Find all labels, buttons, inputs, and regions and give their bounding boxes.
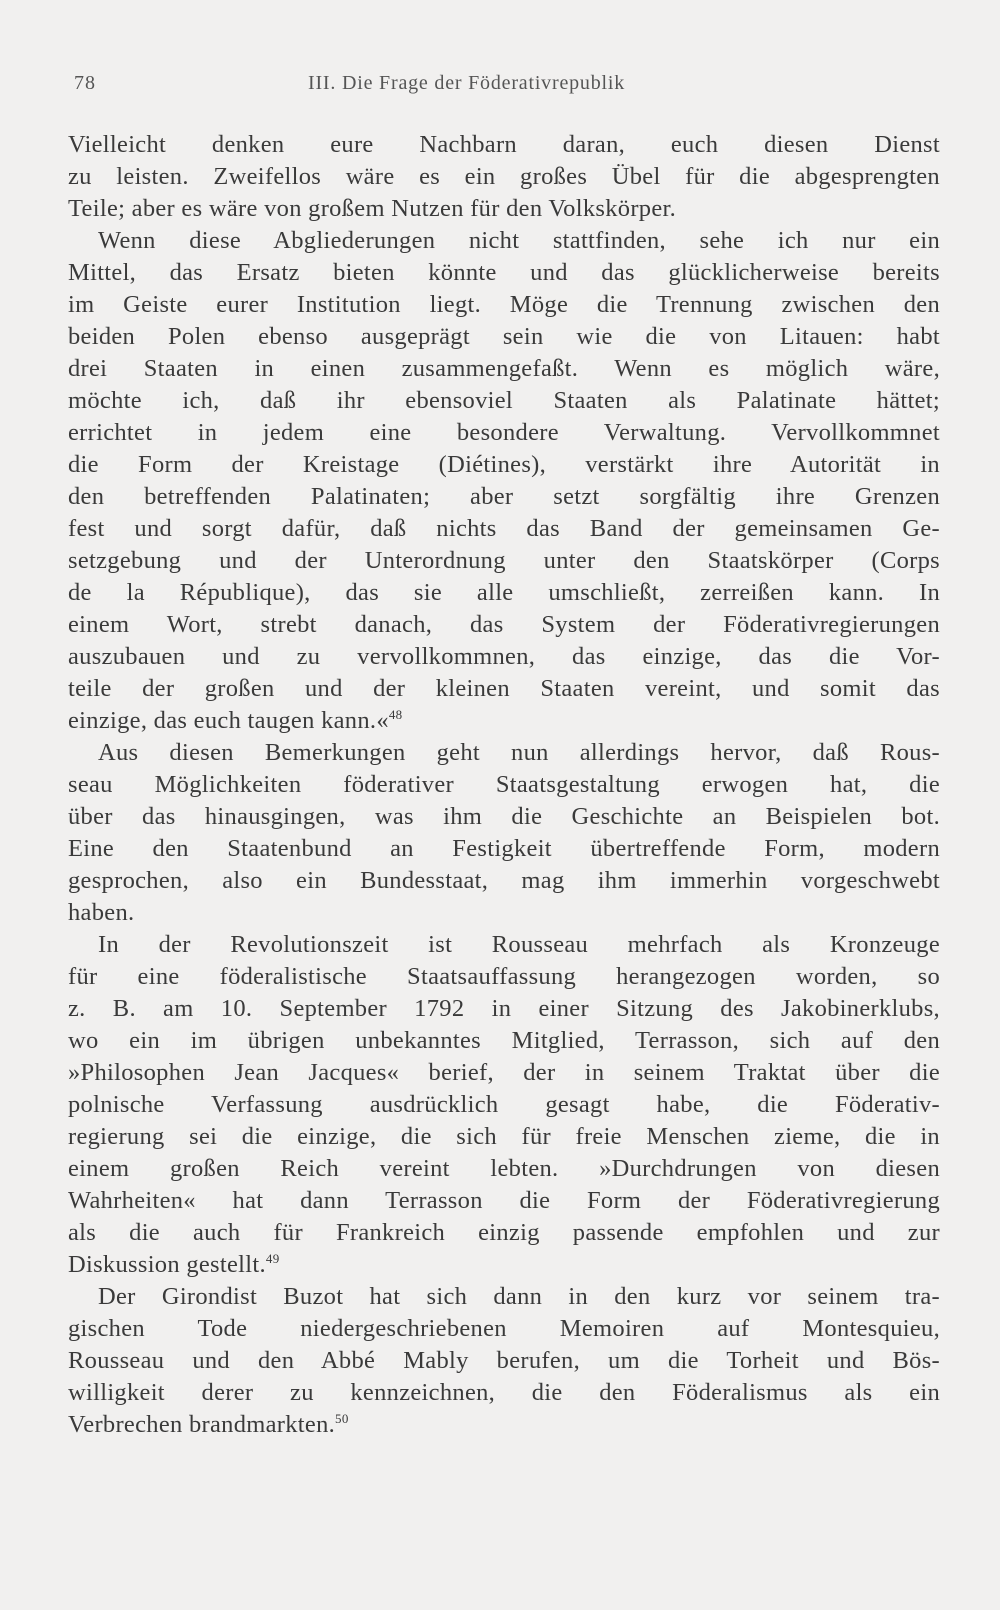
line-text: Mittel, das Ersatz bieten könnte und das glücklicherweise bereits <box>68 259 940 286</box>
line-text: regierung sei die einzige, die sich für freie Menschen zieme, die in <box>68 1123 940 1150</box>
line-text: Eine den Staatenbund an Festigkeit übertreffende Form, modern <box>68 835 940 862</box>
line-text: Wenn diese Abgliederungen nicht stattfinden, sehe ich nur ein <box>98 227 940 254</box>
line-text: den betreffenden Palatinaten; aber setzt sorgfältig ihre Grenzen <box>68 483 940 510</box>
line-text: über das hinausgingen, was ihm die Geschichte an Beispielen bot. <box>68 803 940 830</box>
text-line <box>68 1249 940 1281</box>
text-line <box>68 1281 940 1313</box>
line-text: gischen Tode niedergeschriebenen Memoiren auf Montesquieu, <box>68 1315 940 1342</box>
footnote-marker: 49 <box>265 1251 280 1266</box>
line-text: teile der großen und der kleinen Staaten vereint, und somit das <box>68 675 940 702</box>
line-text: z. B. am 10. September 1792 in einer Sitzung des Jakobinerklubs, <box>68 995 940 1022</box>
text-line <box>68 993 940 1025</box>
text-line <box>68 865 940 897</box>
text-line <box>68 1345 940 1377</box>
line-text: »Philosophen Jean Jacques« berief, der in seinem Traktat über die <box>68 1059 940 1086</box>
text-line <box>68 193 940 225</box>
footnote-marker: 50 <box>335 1411 349 1426</box>
text-line <box>68 961 940 993</box>
line-text: als die auch für Frankreich einzig passende empfohlen und zur <box>68 1219 940 1246</box>
footnote-marker: 48 <box>388 707 403 722</box>
text-line <box>68 673 940 705</box>
text-line <box>68 705 940 737</box>
text-line <box>68 353 940 385</box>
line-text: zu leisten. Zweifellos wäre es ein großes Übel für die abgesprengten <box>68 163 940 190</box>
line-text: gesprochen, also ein Bundesstaat, mag ihm immerhin vorgeschwebt <box>68 867 940 894</box>
text-line <box>68 737 940 769</box>
line-text: wo ein im übrigen unbekanntes Mitglied, Terrasson, sich auf den <box>68 1027 940 1054</box>
text-line <box>68 1185 940 1217</box>
line-text: im Geiste eurer Institution liegt. Möge die Trennung zwischen den <box>68 291 940 318</box>
text-line <box>68 1121 940 1153</box>
page-header <box>68 72 938 102</box>
text-line <box>68 1025 940 1057</box>
line-text: möchte ich, daß ihr ebensoviel Staaten als Palatinate hättet; <box>68 387 940 414</box>
body-text <box>68 129 940 1441</box>
text-line <box>68 1089 940 1121</box>
line-text: beiden Polen ebenso ausgeprägt sein wie die von Litauen: habt <box>68 323 940 350</box>
line-text: haben. <box>68 899 135 926</box>
line-text: Wahrheiten« hat dann Terrasson die Form der Föderativregierung <box>68 1187 940 1214</box>
line-text: fest und sorgt dafür, daß nichts das Band der gemeinsamen Ge- <box>68 515 940 542</box>
text-line <box>68 833 940 865</box>
text-line <box>68 1057 940 1089</box>
text-line <box>68 1313 940 1345</box>
text-line <box>68 481 940 513</box>
text-line <box>68 929 940 961</box>
running-head: III. Die Frage der Föderativrepublik <box>308 72 626 94</box>
line-text: Aus diesen Bemerkungen geht nun allerdings hervor, daß Rous- <box>98 739 940 766</box>
line-text: Diskussion gestellt. <box>68 1251 266 1278</box>
text-line <box>68 449 940 481</box>
text-line <box>68 1153 940 1185</box>
line-text: polnische Verfassung ausdrücklich gesagt habe, die Föderativ- <box>68 1091 940 1118</box>
line-text: Teile; aber es wäre von großem Nutzen für den Volkskörper. <box>68 195 677 222</box>
text-line <box>68 321 940 353</box>
line-text: auszubauen und zu vervollkommnen, das einzige, das die Vor- <box>68 643 940 670</box>
text-line <box>68 1377 940 1409</box>
line-text: setzgebung und der Unterordnung unter den Staatskörper (Corps <box>68 547 940 574</box>
line-text: Rousseau und den Abbé Mably berufen, um die Torheit und Bös- <box>68 1347 940 1374</box>
line-text: drei Staaten in einen zusammengefaßt. Wenn es möglich wäre, <box>68 355 940 382</box>
line-text: die Form der Kreistage (Diétines), verstärkt ihre Autorität in <box>68 451 940 478</box>
line-text: seau Möglichkeiten föderativer Staatsgestaltung erwogen hat, die <box>68 771 940 798</box>
text-line <box>68 1409 940 1441</box>
text-line <box>68 289 940 321</box>
text-line <box>68 129 940 161</box>
text-line <box>68 577 940 609</box>
line-text: einem großen Reich vereint lebten. »Durchdrungen von diesen <box>68 1155 940 1182</box>
line-text: errichtet in jedem eine besondere Verwaltung. Vervollkommnet <box>68 419 940 446</box>
text-line <box>68 609 940 641</box>
text-line <box>68 769 940 801</box>
line-text: de la République), das sie alle umschließt, zerreißen kann. In <box>68 579 940 606</box>
text-line <box>68 641 940 673</box>
text-line <box>68 545 940 577</box>
page-number: 78 <box>74 72 96 94</box>
line-text: Vielleicht denken eure Nachbarn daran, euch diesen Dienst <box>68 131 940 158</box>
line-text: einem Wort, strebt danach, das System der Föderativregierungen <box>68 611 940 638</box>
text-line <box>68 417 940 449</box>
text-line <box>68 513 940 545</box>
text-line <box>68 161 940 193</box>
line-text: willigkeit derer zu kennzeichnen, die den Föderalismus als ein <box>68 1379 940 1406</box>
line-text: Der Girondist Buzot hat sich dann in den kurz vor seinem tra- <box>98 1283 940 1310</box>
text-line <box>68 225 940 257</box>
line-text: In der Revolutionszeit ist Rousseau mehrfach als Kronzeuge <box>98 931 940 958</box>
text-line <box>68 897 940 929</box>
line-text: einzige, das euch taugen kann.« <box>68 707 389 734</box>
line-text: für eine föderalistische Staatsauffassung herangezogen worden, so <box>68 963 940 990</box>
text-line <box>68 385 940 417</box>
text-line <box>68 257 940 289</box>
text-line <box>68 1217 940 1249</box>
line-text: Verbrechen brandmarkten. <box>68 1411 336 1438</box>
text-line <box>68 801 940 833</box>
